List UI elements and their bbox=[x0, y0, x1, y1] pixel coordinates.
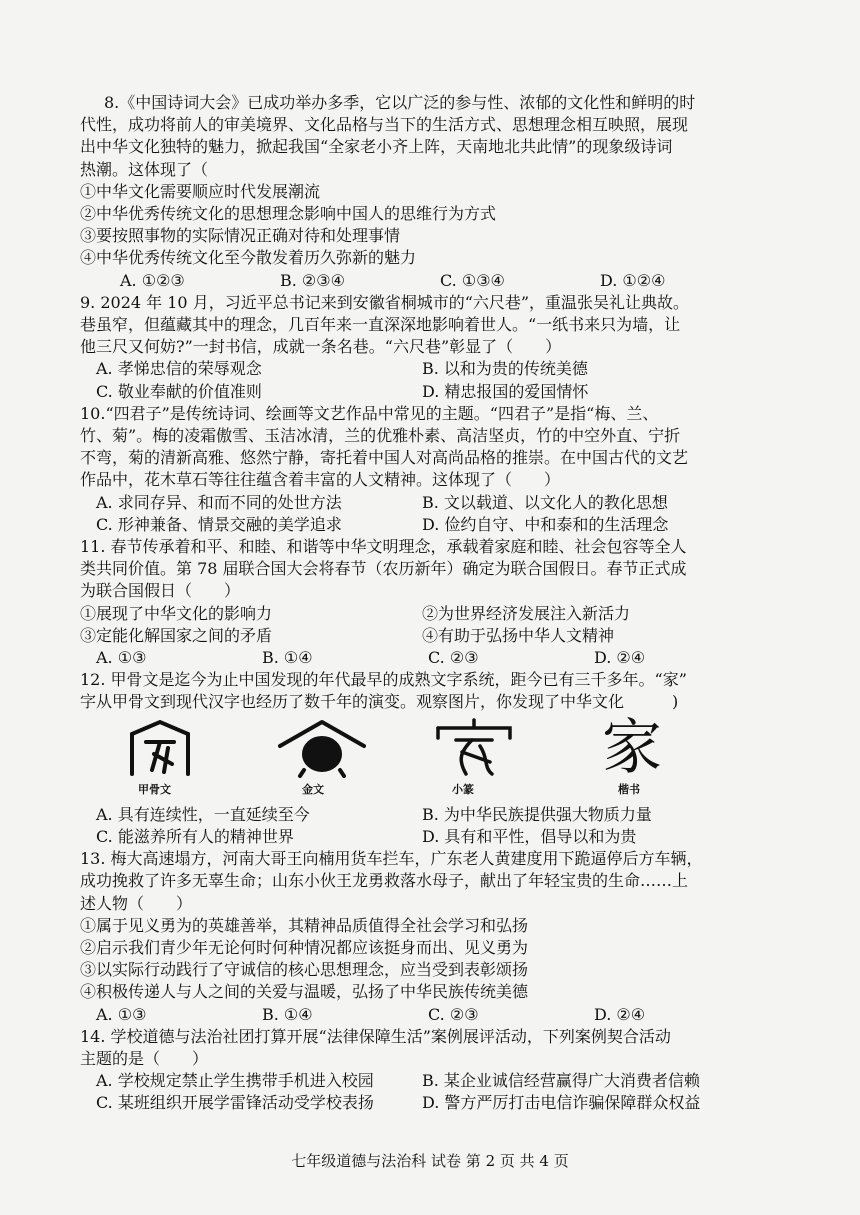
option-d[interactable]: D. ①②④ bbox=[600, 270, 666, 290]
exam-content bbox=[80, 92, 760, 1115]
options-row bbox=[80, 647, 760, 669]
option-d[interactable]: D. 警方严厉打击电信诈骗保障群众权益 bbox=[422, 1093, 701, 1113]
question-9 bbox=[80, 292, 760, 403]
question-stem-line: 9. 2024 年 10 月，习近平总书记来到安徽省桐城市的“六尺巷”，重温张吴礼让典故。 bbox=[80, 292, 690, 312]
statement: ②为世界经济发展注入新活力 bbox=[422, 603, 631, 623]
options-row bbox=[80, 381, 760, 403]
page-footer: 七年级道德与法治科 试卷 第 2 页 共 4 页 bbox=[291, 1152, 569, 1170]
option-b[interactable]: B. 文以载道、以文化人的教化思想 bbox=[422, 492, 668, 512]
question-stem-line: 13. 梅大高速塌方，河南大哥王向楠用货车拦车，广东老人黄建度用下跪逼停后方车辆， bbox=[80, 849, 703, 869]
regular-script-jia-glyph: 家 bbox=[602, 712, 662, 783]
question-stem-line: 12. 甲骨文是迄今为止中国发现的年代最早的成熟文字系统，距今已有三千多年。“家” bbox=[80, 670, 687, 690]
option-b[interactable]: B. ①④ bbox=[262, 1004, 313, 1024]
options-row bbox=[80, 358, 760, 380]
question-10 bbox=[80, 403, 760, 536]
options-row bbox=[80, 514, 760, 536]
question-stem-line: 类共同价值。第 78 届联合国大会将春节（农历新年）确定为联合国假日。春节正式成 bbox=[80, 559, 687, 579]
question-stem-line: 主题的是（ ） bbox=[80, 1048, 209, 1068]
figure-label: 甲骨文 bbox=[138, 782, 171, 796]
statement: ②中华优秀传统文化的思想理念影响中国人的思维行为方式 bbox=[80, 204, 497, 224]
option-b[interactable]: B. 以和为贵的传统美德 bbox=[422, 359, 588, 379]
question-14 bbox=[80, 1026, 760, 1115]
option-c[interactable]: C. 形神兼备、情景交融的美学追求 bbox=[96, 514, 342, 534]
question-12 bbox=[80, 669, 760, 848]
option-d[interactable]: D. 俭约自守、中和泰和的生活理念 bbox=[422, 514, 669, 534]
option-c[interactable]: C. 能滋养所有人的精神世界 bbox=[96, 826, 294, 846]
option-d[interactable]: D. 精忠报国的爱国情怀 bbox=[422, 381, 589, 401]
option-a[interactable]: A. ①③ bbox=[96, 648, 147, 668]
options-row bbox=[80, 826, 760, 848]
statement: ③以实际行动践行了守诚信的核心思想理念，应当受到表彰颂扬 bbox=[80, 960, 529, 980]
question-stem-line: 字从甲骨文到现代汉字也经历了数千年的演变。观察图片，你发现了中华文化 ) bbox=[80, 692, 679, 712]
option-c[interactable]: C. 某班组织开展学雷锋活动受学校表扬 bbox=[96, 1093, 374, 1113]
option-d[interactable]: D. 具有和平性，倡导以和为贵 bbox=[422, 826, 637, 846]
question-stem-line: 14. 学校道德与法治社团打算开展“法律保障生活”案例展评活动，下列案例契合活动 bbox=[80, 1026, 671, 1046]
statements-row bbox=[80, 603, 760, 625]
jia-character-evolution-figure bbox=[80, 712, 760, 802]
oracle-bone-jia-glyph bbox=[124, 718, 196, 778]
option-c[interactable]: C. ②③ bbox=[428, 648, 479, 668]
question-stem-line: 述人物（ ） bbox=[80, 893, 193, 913]
statement: ④积极传递人与人之间的关爱与温暖，弘扬了中华民族传统美德 bbox=[80, 982, 529, 1002]
option-b[interactable]: B. 某企业诚信经营赢得广大消费者信赖 bbox=[422, 1071, 700, 1091]
question-stem-line: 代性，成功将前人的审美境界、文化品格与当下的生活方式、思想理念相互映照，展现 bbox=[80, 115, 689, 135]
options-row bbox=[80, 1092, 760, 1114]
question-stem-line: 他三尺又何妨?”一封书信，成就一条名巷。“六尺巷”彰显了（ ） bbox=[80, 337, 562, 357]
option-a[interactable]: A. ①②③ bbox=[120, 270, 185, 290]
question-stem-line: 成功挽救了许多无辜生命；山东小伙王龙勇救落水母子，献出了年轻宝贵的生命……上 bbox=[80, 871, 689, 891]
statement: ③定能化解国家之间的矛盾 bbox=[80, 625, 273, 645]
statement: ①中华文化需要顺应时代发展潮流 bbox=[80, 181, 321, 201]
question-stem-line: 为联合国假日（ ） bbox=[80, 581, 241, 601]
option-b[interactable]: B. ①④ bbox=[262, 648, 313, 668]
option-d[interactable]: D. ②④ bbox=[594, 648, 646, 668]
option-c[interactable]: C. ①③④ bbox=[440, 270, 505, 290]
figure-label: 小篆 bbox=[452, 782, 474, 796]
statement: ①展现了中华文化的影响力 bbox=[80, 603, 273, 623]
statement: ①属于见义勇为的英雄善举，其精神品质值得全社会学习和弘扬 bbox=[80, 915, 529, 935]
question-stem-line: 巷虽窄，但蕴藏其中的理念，几百年来一直深深地影响着世人。“一纸书来只为墙，让 bbox=[80, 315, 681, 335]
question-stem-line: 10.“四君子”是传统诗词、绘画等文艺作品中常见的主题。“四君子”是指“梅、兰、 bbox=[80, 403, 659, 423]
question-13 bbox=[80, 848, 760, 1026]
statement: ④有助于弘扬中华人文精神 bbox=[422, 625, 615, 645]
option-c[interactable]: C. ②③ bbox=[428, 1004, 479, 1024]
question-stem-line: 不弯，菊的清新高雅、悠然宁静，寄托着中国人对高尚品格的推崇。在中国古代的文艺 bbox=[80, 448, 689, 468]
options-row bbox=[80, 492, 760, 514]
figure-label: 金文 bbox=[302, 782, 324, 796]
question-stem-line: 作品中，花木草石等往往蕴含着丰富的人文精神。这体现了（ ） bbox=[80, 470, 561, 490]
option-b[interactable]: B. ②③④ bbox=[280, 270, 345, 290]
statements-row bbox=[80, 625, 760, 647]
option-a[interactable]: A. ①③ bbox=[96, 1004, 147, 1024]
question-stem-line: 热潮。这体现了（ bbox=[80, 159, 209, 179]
statement: ②启示我们青少年无论何时何种情况都应该挺身而出、见义勇为 bbox=[80, 937, 529, 957]
question-stem-line: 出中华文化独特的魅力，掀起我国“全家老小齐上阵，天南地北共此情”的现象级诗词 bbox=[80, 137, 673, 157]
options-row bbox=[80, 1004, 760, 1026]
option-a[interactable]: A. 学校规定禁止学生携带手机进入校园 bbox=[96, 1071, 374, 1091]
question-stem-line: 竹、菊”。梅的凌霜傲雪、玉洁冰清，兰的优雅朴素、高洁坚贞，竹的中空外直、宁折 bbox=[80, 426, 681, 446]
options-row bbox=[104, 270, 760, 292]
question-8 bbox=[80, 92, 760, 292]
statement: ③要按照事物的实际情况正确对待和处理事情 bbox=[80, 226, 401, 246]
figure-label: 楷书 bbox=[618, 782, 640, 796]
bronze-jia-glyph bbox=[274, 718, 370, 778]
small-seal-jia-glyph bbox=[432, 718, 516, 778]
question-11 bbox=[80, 536, 760, 669]
options-row bbox=[80, 1070, 760, 1092]
option-c[interactable]: C. 敬业奉献的价值准则 bbox=[96, 381, 262, 401]
option-d[interactable]: D. ②④ bbox=[594, 1004, 646, 1024]
option-b[interactable]: B. 为中华民族提供强大物质力量 bbox=[422, 804, 652, 824]
question-stem-line: 11. 春节传承着和平、和睦、和谐等中华文明理念，承载着家庭和睦、社会包容等全人 bbox=[80, 537, 687, 557]
option-a[interactable]: A. 孝悌忠信的荣辱观念 bbox=[96, 359, 262, 379]
option-a[interactable]: A. 求同存异、和而不同的处世方法 bbox=[96, 492, 342, 512]
option-a[interactable]: A. 具有连续性，一直延续至今 bbox=[96, 804, 310, 824]
options-row bbox=[80, 804, 760, 826]
question-stem-line: 8.《中国诗词大会》已成功举办多季，它以广泛的参与性、浓郁的文化性和鲜明的时 bbox=[104, 93, 696, 112]
statement: ④中华优秀传统文化至今散发着历久弥新的魅力 bbox=[80, 248, 417, 268]
